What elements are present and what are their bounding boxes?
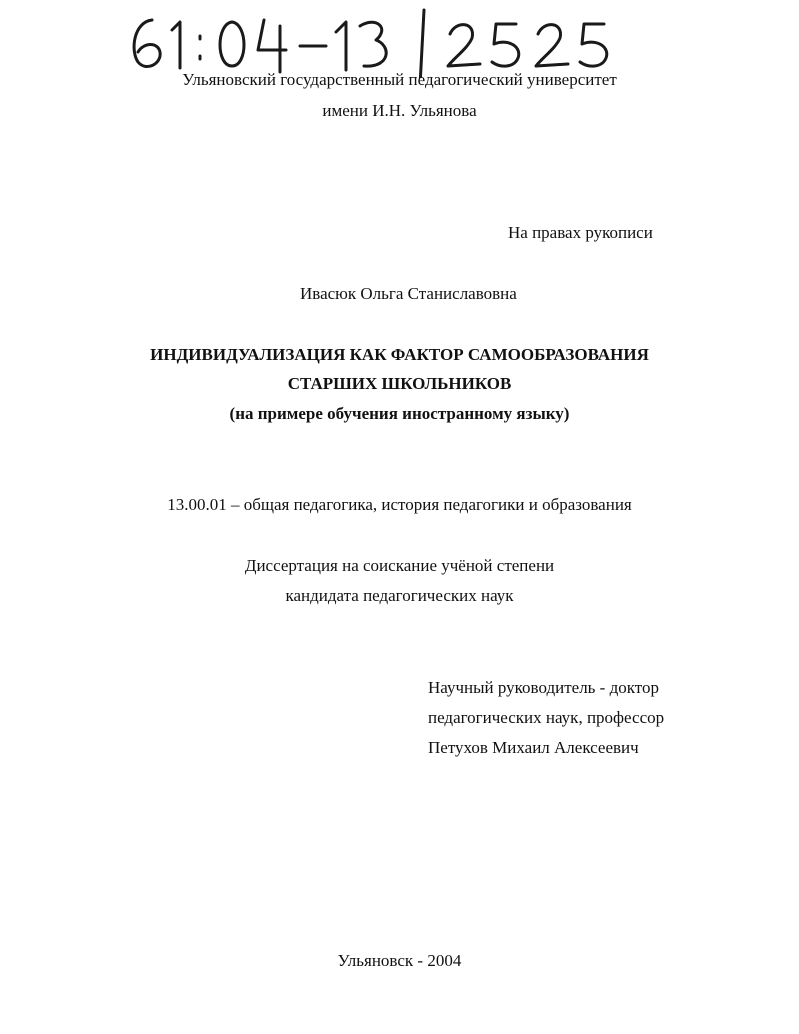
thesis-title-line-2: СТАРШИХ ШКОЛЬНИКОВ [287,374,512,393]
supervisor-line-2: педагогических наук, профессор [428,708,665,727]
dissertation-degree-line-1: Диссертация на соискание учёной степени [244,556,555,575]
supervisor-line-1: Научный руководитель - доктор [428,678,659,697]
thesis-title-line-1: ИНДИВИДУАЛИЗАЦИЯ КАК ФАКТОР САМООБРАЗОВАНИЯ [150,345,649,364]
manuscript-rights: На правах рукописи [508,223,653,242]
handwritten-number-drawing [120,6,620,78]
university-named-after: имени И.Н. Ульянова [322,101,477,120]
thesis-subtitle: (на примере обучения иностранному языку) [229,404,570,423]
city-year: Ульяновск - 2004 [337,951,462,970]
author-name: Ивасюк Ольга Станиславовна [300,284,517,303]
university-name: Ульяновский государственный педагогический университет [182,70,617,89]
supervisor-name: Петухов Михаил Алексеевич [428,738,639,757]
dissertation-degree-line-2: кандидата педагогических наук [285,586,514,605]
handwritten-catalog-number [120,6,620,78]
specialty-code: 13.00.01 – общая педагогика, история педагогики и образования [167,495,632,514]
